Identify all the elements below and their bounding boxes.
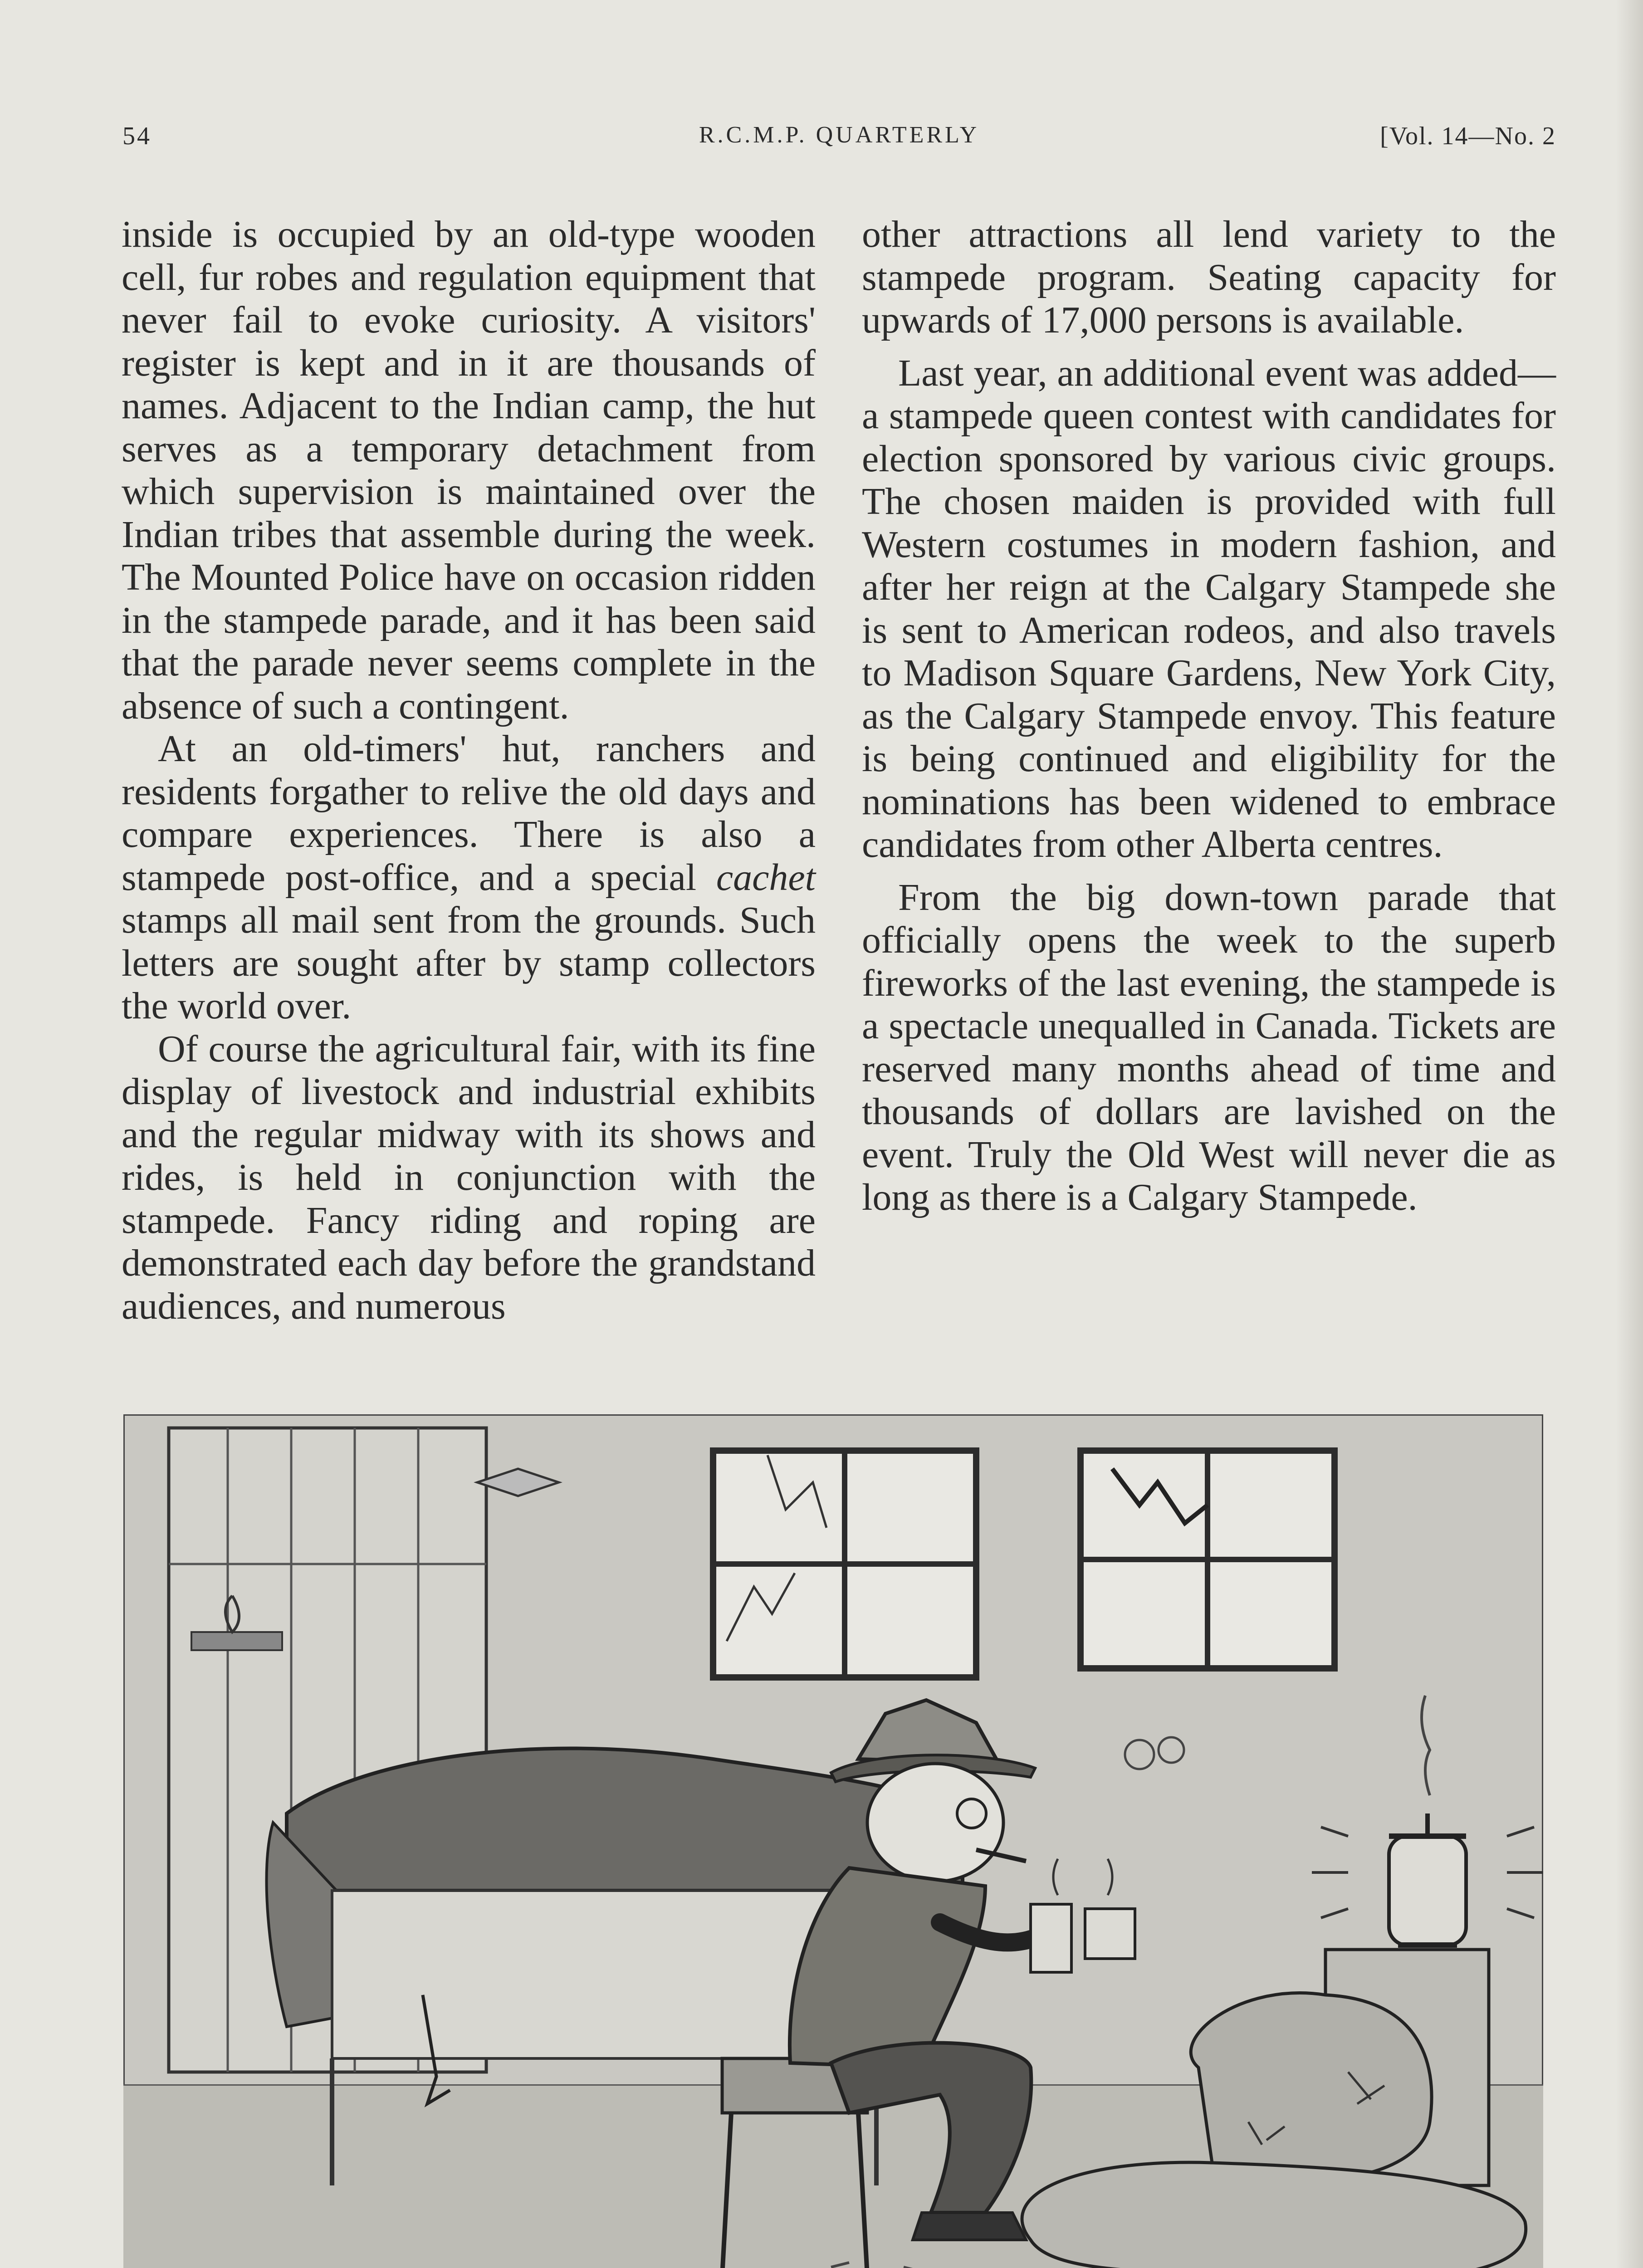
page-number: 54 bbox=[122, 122, 152, 150]
volume-issue: [Vol. 14—No. 2 bbox=[1380, 122, 1556, 150]
left-column bbox=[122, 213, 816, 1393]
paragraph: other attractions all lend variety to the stampede program. Seating capacity for upwards of 17,000 persons is available. bbox=[862, 213, 1556, 341]
paragraph: From the big down-town parade that officially opens the week to the superb fireworks of the last evening, the stampede is a spectacle unequalled in Canada. Tickets are reserved many months ahead of time and thousands of dollars are lavished on the event. Truly the Old West will never die as long as there is a Calgary Stampede. bbox=[862, 876, 1556, 1218]
paragraph: Last year, an additional event was added—a stampede queen contest with candidates for election sponsored by various civic groups. The chosen maiden is provided with full Western costumes in modern fashion, and after her reign at the Calgary Stampede she is sent to American rodeos, and also travels to Madison Square Gardens, New York City, as the Calgary Stampede envoy. This feature is being continued and eligibility for the nominations has been widened to embrace candidates from other Alberta centres. bbox=[862, 352, 1556, 865]
page-spine-shadow bbox=[1616, 0, 1643, 2268]
paragraph: Of course the agricultural fair, with its fine display of livestock and industrial exhibits and the regular midway with its shows and rides, is held in conjunction with the stampede. Fancy riding and roping are demonstrated each day before the grandstand audiences, and numerous bbox=[122, 1027, 816, 1327]
cartoon-illustration bbox=[123, 1414, 1543, 2268]
running-header bbox=[122, 122, 1556, 162]
right-column bbox=[862, 213, 1556, 1393]
paragraph: inside is occupied by an old-type wooden cell, fur robes and regulation equipment that never fail to evoke curiosity. A visitors' register is kept and in it are thousands of names. Adjacent to the Indian camp, the hut serves as a temporary detachment from which supervision is maintained over the Indian tribes that assemble during the week. The Mounted Police have on occasion ridden in the stampede parade, and it has been said that the parade never seems complete in the absence of such a contingent. bbox=[122, 213, 816, 727]
window-right bbox=[1081, 1451, 1335, 1668]
paragraph: At an old-timers' hut, ranchers and residents forgather to relive the old days and compare experiences. There is also a stampede post-office, and a special cachet stamps all mail sent from the grounds. Such letters are sought after by stamp collectors the world over. bbox=[122, 728, 816, 1027]
window-left bbox=[713, 1451, 976, 1677]
italic-word: cachet bbox=[716, 856, 816, 899]
journal-title: R.C.M.P. QUARTERLY bbox=[699, 122, 980, 148]
